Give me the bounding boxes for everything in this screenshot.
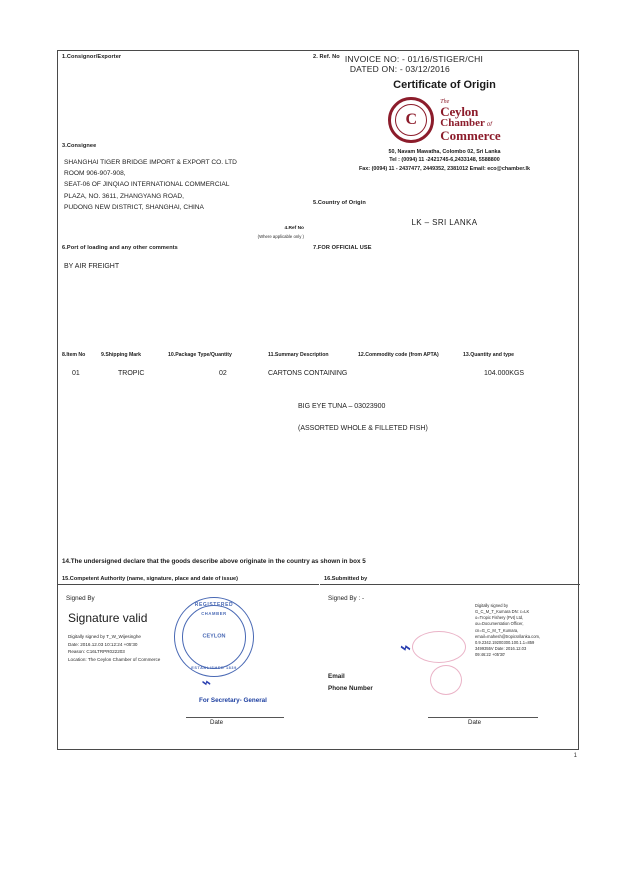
logo-of: of <box>486 121 492 128</box>
page-number: 1 <box>573 753 577 759</box>
col-header-commodity-code: 12.Commodity code (from APTA) <box>358 352 439 358</box>
country-of-origin-value: LK – SRI LANKA <box>411 218 478 227</box>
box-15-competent-authority <box>58 573 319 750</box>
signature-meta-3: Reason: C16LTRPR022203 <box>68 649 125 655</box>
signature-meta-1: Digitally signed by T_W_Wijesinghe <box>68 634 141 639</box>
logo-chamber: Chamber <box>440 116 485 129</box>
logo-ceylon: Ceylon <box>440 103 479 119</box>
submitter-date-rule <box>428 717 538 718</box>
consignee-address <box>58 157 308 213</box>
logo-the: The <box>440 98 450 105</box>
invoice-number: INVOICE NO: - 01/16/STIGER/CHI <box>344 54 484 64</box>
signature-meta-4: Location: The Ceylon Chamber of Commerce <box>68 656 161 662</box>
chamber-round-stamp-icon <box>174 597 254 677</box>
address-line-1: 50, Navam Mawatha, Colombo 02, Sri Lanka <box>388 149 501 155</box>
box-14-declaration <box>58 551 580 573</box>
invoice-date: DATED ON: - 03/12/2016 <box>349 64 450 74</box>
box-3-label: 3.Consignee <box>62 143 97 149</box>
certificate-title: Certificate of Origin <box>393 79 496 91</box>
col-header-quantity-type: 13.Quantity and type <box>463 352 515 358</box>
box-5-label: 5.Country of Origin <box>313 200 366 206</box>
consignee-line-2: ROOM 906-907-908, <box>64 170 126 178</box>
authority-date-label: Date <box>210 719 224 726</box>
signature-meta-2: Date: 2016.12.03 10:12:24 +05'30 <box>68 641 138 647</box>
col-header-shipping-mark: 9.Shipping Mark <box>101 352 142 358</box>
chamber-address <box>309 148 580 173</box>
goods-description-line-3: (ASSORTED WHOLE & FILLETED FISH) <box>298 425 428 432</box>
consignee-line-5: PUDONG NEW DISTRICT, SHANGHAI, CHINA <box>64 203 204 211</box>
submitter-signed-by-label: Signed By : - <box>328 595 365 602</box>
box-4-ref-no-label: 4.Ref No <box>284 226 304 231</box>
box-3-consignee <box>58 140 308 241</box>
authority-signed-by-label: Signed By <box>66 595 95 602</box>
box-2-reference <box>309 51 580 196</box>
box-7-label: 7.FOR OFFICIAL USE <box>313 245 372 251</box>
col-header-package-type: 10.Package Type/Quantity <box>168 352 232 358</box>
box-16-submitted-by <box>320 573 580 750</box>
chamber-seal-icon <box>388 97 434 143</box>
goods-item-no: 01 <box>72 370 80 377</box>
goods-package-quantity: 02 <box>219 370 227 377</box>
goods-shipping-mark: TROPIC <box>118 370 145 377</box>
pink-annotation-ellipse-1 <box>412 631 466 663</box>
box-1-label: 1.Consignor/Exporter <box>62 54 122 60</box>
declaration-text: 14.The undersigned declare that the goods describe above originate in the country as shown in box 5 <box>62 558 366 565</box>
stamp-top-text: REGISTERED <box>194 602 234 608</box>
handwritten-signature-mark: ⌁ <box>200 673 211 692</box>
box-2-label: 2. Ref. No <box>313 54 340 60</box>
certificate-of-origin-form <box>57 50 579 750</box>
col-header-summary-desc: 11.Summary Description <box>268 352 329 358</box>
col-header-item-no: 8.Item No <box>62 352 86 358</box>
address-line-3: Fax: (0094) 11 - 2437477, 2449352, 2381012 Email: eco@chamber.lk <box>359 165 530 172</box>
goods-summary-description: CARTONS CONTAINING <box>268 370 348 377</box>
port-of-loading-value: BY AIR FREIGHT <box>64 263 120 270</box>
authority-date-rule <box>186 717 284 718</box>
box-6-port-of-loading <box>58 242 308 348</box>
chamber-logo <box>309 97 580 143</box>
signature-valid-text: Signature valid <box>68 611 148 625</box>
consignee-line-3: SEAT-06 OF JINQIAO INTERNATIONAL COMMERCIAL <box>64 181 230 189</box>
where-applicable-note: (Where applicable only ) <box>257 234 304 239</box>
stamp-upper-arc: CHAMBER <box>201 611 227 616</box>
submitter-digital-signature-details: Digitally signed by G_C_M_T_Kumara DN: c=LK o=Tropic Fishery (Pvt) Ltd, ou=Documentation Officer, cn=G_C_M_T_Kumara, email=mahesh@tropicsrilanka.com, 0.9.2342.19200300.100.1.1=859 3499355V Date: 2016.12.03 09:46:22 +05'30' <box>475 603 541 658</box>
goods-description-line-2: BIG EYE TUNA – 03023900 <box>298 403 386 410</box>
chamber-wordmark <box>440 99 500 142</box>
consignee-line-1: SHANGHAI TIGER BRIDGE IMPORT & EXPORT CO. LTD <box>64 159 237 166</box>
stamp-bottom-text: ESTABLISHED 1839 <box>191 666 237 670</box>
stamp-center-text: CEYLON <box>202 633 226 640</box>
chamber-monogram: C <box>405 111 418 128</box>
box-15-label: 15.Competent Authority (name, signature, place and date of issue) <box>62 576 239 582</box>
goods-table-header <box>58 349 580 363</box>
box-5-country-of-origin <box>309 197 580 241</box>
box-6-label: 6.Port of loading and any other comments <box>62 245 178 251</box>
box-1-consignor-exporter <box>58 51 308 139</box>
goods-description-area <box>58 363 580 550</box>
box-15-divider <box>58 584 319 585</box>
for-secretary-general-label: For Secretary- General <box>199 697 267 704</box>
pink-annotation-ellipse-2 <box>430 665 462 695</box>
logo-commerce: Commerce <box>440 127 501 143</box>
goods-quantity-and-type: 104.000KGS <box>484 370 525 377</box>
phone-number-label: Phone Number <box>328 685 373 692</box>
box-7-official-use <box>309 242 580 348</box>
address-line-2: Tel : (0094) 11 -2421745-6,2433148, 5588800 <box>389 157 500 164</box>
submitter-signature-mark: ⌁ <box>398 637 411 659</box>
email-label: Email <box>328 673 345 680</box>
submitter-date-label: Date <box>468 719 482 726</box>
consignee-line-4: PLAZA, NO. 3611, ZHANGYANG ROAD, <box>64 192 184 200</box>
box-16-label: 16.Submitted by <box>324 576 368 582</box>
box-16-divider <box>320 584 580 585</box>
